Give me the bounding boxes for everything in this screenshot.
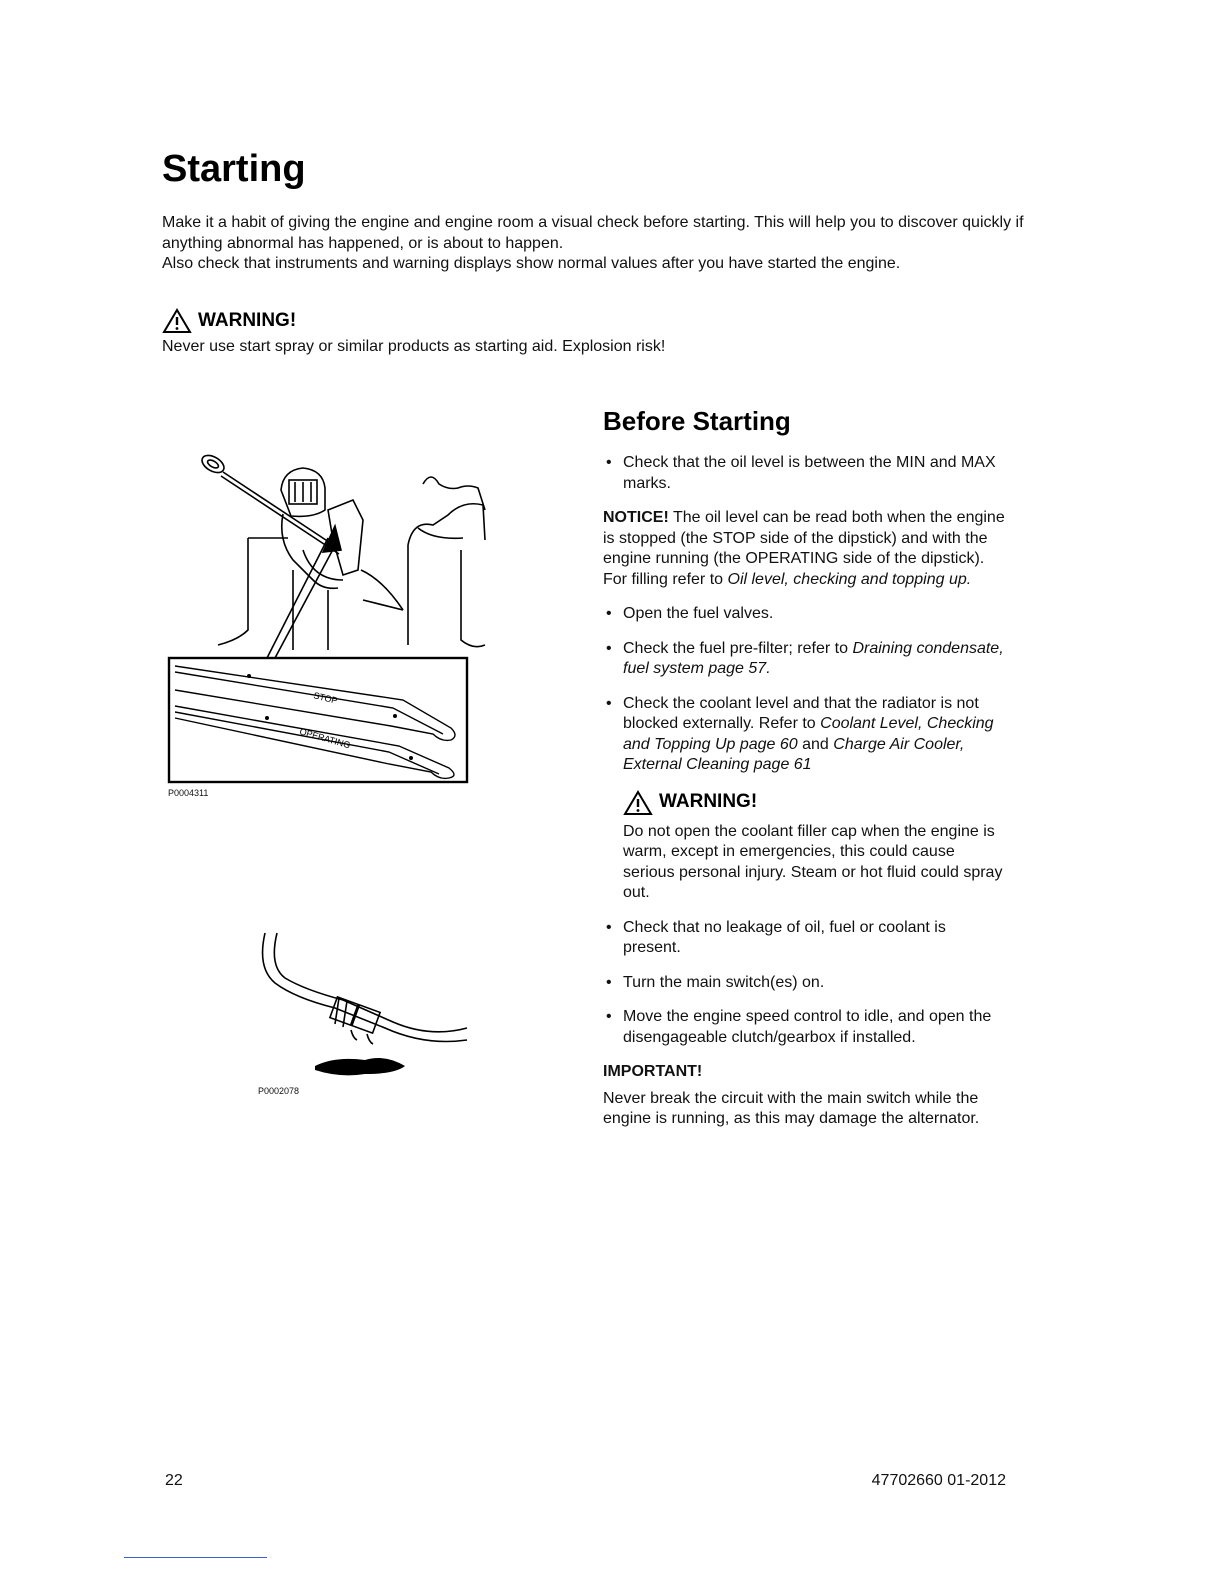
list-item: • Check that no leakage of oil, fuel or coolant is present. xyxy=(603,918,1008,959)
list-item-text: Check the coolant level and that the radiator is not blocked externally. Refer to xyxy=(623,694,979,732)
list-item: • Open the fuel valves. xyxy=(603,604,1008,625)
coolant-warning-block xyxy=(623,790,1008,904)
before-starting-section xyxy=(603,405,1008,1130)
list-item: • Check that the oil level is between the MIN and MAX marks. xyxy=(603,453,1008,494)
notice-fill-prefix: For filling refer to xyxy=(603,570,724,588)
operating-marking: OPERATING xyxy=(298,726,352,751)
warning-heading xyxy=(162,308,296,334)
important-block xyxy=(603,1062,1008,1130)
warning-label: WARNING! xyxy=(659,791,758,813)
cross-reference-link[interactable]: Coolant Level, Checking and Topping Up page 60 xyxy=(623,715,994,753)
warning-triangle-icon xyxy=(623,790,653,816)
warning-heading xyxy=(623,790,1008,816)
list-item: • Turn the main switch(es) on. xyxy=(603,973,1008,994)
notice-fill-reference: Oil level, checking and topping up. xyxy=(727,570,972,588)
notice-label: NOTICE! xyxy=(603,509,669,526)
figure-label-2: P0002078 xyxy=(258,1086,300,1096)
list-item-text: Check the fuel pre-filter; refer to xyxy=(623,639,848,657)
intro-paragraph-1: Make it a habit of giving the engine and engine room a visual check before starting. This will help you to discover quickly if anything abnormal has happened, or is about to happen. xyxy=(162,214,1024,252)
hose-leak-illustration xyxy=(255,928,475,1098)
document-number: 47702660 01-2012 xyxy=(871,1472,1006,1489)
list-item-conjunction: and xyxy=(802,735,829,753)
warning-text: Do not open the coolant filler cap when the engine is warm, except in emergencies, this could cause serious personal injury. Steam or hot fluid could spray out. xyxy=(623,822,1003,901)
warning-label: WARNING! xyxy=(198,310,297,331)
warning-text: Never use start spray or similar products as starting aid. Explosion risk! xyxy=(162,338,666,355)
page-title: Starting xyxy=(162,148,306,190)
notice-block xyxy=(603,508,1008,590)
list-item xyxy=(603,639,1008,680)
stop-marking: STOP xyxy=(312,690,339,706)
notice-text: The oil level can be read both when the engine is stopped (the STOP side of the dipstick) and with the engine running (the OPERATING side of the dipstick). xyxy=(603,509,1005,567)
section-heading: Before Starting xyxy=(603,406,791,436)
dipstick-illustration xyxy=(163,440,493,810)
footer-rule xyxy=(124,1557,267,1558)
cross-reference-link[interactable]: Draining condensate, fuel system page 57. xyxy=(623,639,1004,677)
warning-triangle-icon xyxy=(162,308,192,334)
page-number: 22 xyxy=(165,1472,183,1489)
list-item xyxy=(603,694,1008,776)
figure-label-1: P0004311 xyxy=(168,788,209,798)
intro-text xyxy=(162,213,1042,275)
important-label: IMPORTANT! xyxy=(603,1063,703,1080)
list-item: • Move the engine speed control to idle, and open the disengageable clutch/gearbox if installed. xyxy=(603,1007,1008,1048)
intro-paragraph-2: Also check that instruments and warning displays show normal values after you have started the engine. xyxy=(162,255,901,272)
important-text: Never break the circuit with the main switch while the engine is running, as this may damage the alternator. xyxy=(603,1089,980,1127)
cross-reference-link[interactable]: Charge Air Cooler, External Cleaning page 61 xyxy=(623,735,965,773)
